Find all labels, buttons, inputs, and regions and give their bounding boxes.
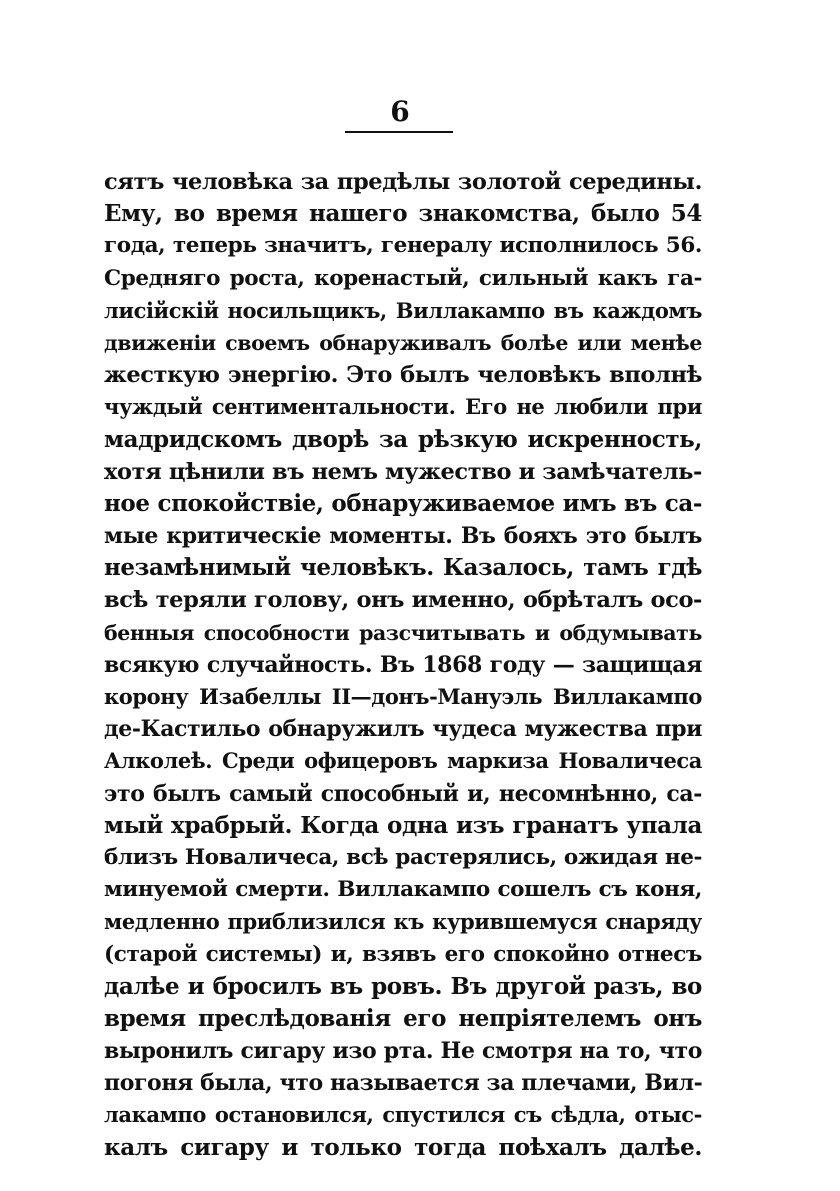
text-line: Алколеѣ. Среди офицеровъ маркиза Новаличеса (104, 748, 702, 774)
text-line: движеніи своемъ обнаруживалъ болѣе или менѣе (104, 330, 702, 355)
text-line: мый храбрый. Когда одна изъ гранатъ упала (104, 811, 702, 839)
text-line: чуждый сентиментальности. Его не любили при (104, 394, 702, 420)
text-line: Средняго роста, коренастый, сильный какъ га- (104, 265, 702, 291)
text-line: лисійскій носильщикъ, Виллакампо въ каждомъ (104, 297, 702, 323)
text-line: бенныя способности разсчитывать и обдумывать (104, 620, 702, 645)
text-line: близъ Новаличеса, всѣ растерялись, ожидая не- (104, 844, 702, 870)
text-line: всѣ теряли голову, онъ именно, обрѣталъ осо- (104, 587, 702, 614)
text-line: Ему, во время нашего знакомства, было 54 (104, 200, 702, 228)
text-line: выронилъ сигару изо рта. Не смотря на то, что (104, 1038, 702, 1065)
body-text (104, 166, 702, 1164)
text-line: погоня была, что называется за плечами, Вил- (104, 1070, 702, 1097)
text-line: года, теперь значитъ, генералу исполнилось 56. (104, 233, 702, 259)
text-line: сятъ человѣка за предѣлы золотой середины. (104, 169, 702, 195)
text-line: мадридскомъ дворѣ за рѣзкую искренность, (104, 425, 702, 453)
text-line: хотя цѣнили въ немъ мужество и замѣчатель- (104, 458, 702, 485)
text-line: (старой системы) и, взявъ его спокойно отнесъ (104, 941, 702, 967)
text-line: де-Кастильо обнаружилъ чудеса мужества при (104, 716, 702, 743)
text-line: незамѣнимый человѣкъ. Казалось, тамъ гдѣ (104, 554, 702, 582)
text-line: медленно приблизился къ курившемуся снаряду (104, 909, 702, 935)
text-line: ное спокойствіе, обнаруживаемое имъ въ са- (104, 489, 702, 517)
text-line: время преслѣдованія его непріятелемъ онъ (104, 1004, 702, 1032)
text-line: корону Изабеллы II—донъ-Мануэль Виллакампо (104, 684, 702, 709)
page-number: 6 (390, 95, 410, 128)
text-line: далѣе и бросилъ въ ровъ. Въ другой разъ, во (104, 972, 702, 1000)
text-line: мые критическіе моменты. Въ бояхъ это былъ (104, 523, 702, 550)
text-line: минуемой смерти. Виллакампо сошелъ съ коня, (104, 877, 702, 903)
text-line: это былъ самый способный и, несомнѣнно, са- (104, 780, 702, 807)
header-rule (345, 131, 453, 133)
text-line: калъ сигару и только тогда поѣхалъ далѣе. (104, 1133, 702, 1161)
text-line: жесткую энергію. Это былъ человѣкъ вполнѣ (104, 362, 702, 389)
text-line: всякую случайность. Въ 1868 году — защищая (104, 651, 702, 678)
text-line: лакампо остановился, спустился съ сѣдла, отыс- (104, 1102, 702, 1128)
